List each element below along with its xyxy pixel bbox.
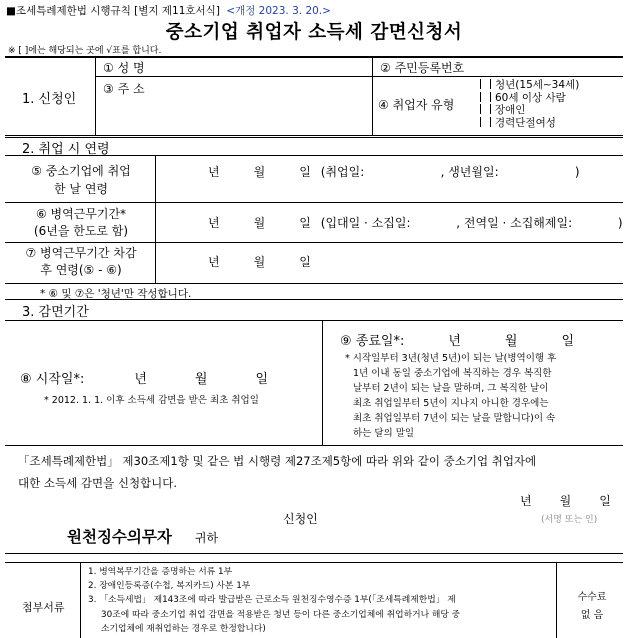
employee-type-label: ④ 취업자 유형 <box>378 98 455 112</box>
signature-hint[interactable]: (서명 또는 인) <box>541 515 598 525</box>
row6-label: ⑥ 병역근무기간* (6년을 한도로 함) <box>33 207 129 238</box>
period-section-title: 3. 감면기간 <box>22 305 89 320</box>
top-border <box>5 56 623 58</box>
start-date-note: * 2012. 1. 1. 이후 소득세 감면을 받은 최초 취업일 <box>44 395 259 406</box>
attachment-item: 2. 장애인등록증(수첩, 복지카드) 사본 1부 <box>88 581 251 592</box>
fee-label: 수수료 <box>577 592 607 603</box>
applicant-signature-label: 신청인 <box>283 512 318 526</box>
end-date-note: * 시작일부터 3년(청년 5년)이 되는 날(병역이행 후 1년 이내 동일 중소기업에 복직하는 경우 복직한 날부터 2년이 되는 날을 말하며, 그 복직한 날이 최초 취업일부터 5년이 지나지 아니한 경우에는 최초 취업일부터 7년이 되는 날을 말합니다)이 속 하는 달의 말일 <box>345 353 557 439</box>
recipient-name: 원천징수의무자 <box>67 528 172 546</box>
attachment-item: 1. 병역복무기간을 증명하는 서류 1부 <box>88 567 233 577</box>
row5-value[interactable]: 년 월 일 (취업일: , 생년월일: ) <box>208 165 580 179</box>
checkbox[interactable] <box>480 92 491 102</box>
youth-only-note: * ⑥ 및 ⑦은 '청년'만 작성합니다. <box>40 288 192 300</box>
employee-type-options <box>480 79 579 129</box>
end-date-field[interactable]: ⑨ 종료일*: 년 월 일 <box>340 334 575 349</box>
page-title: 중소기업 취업자 소득세 감면신청서 <box>165 22 463 43</box>
form-ref-text: ■조세특례제한법 시행규칙 [별지 제11호서식] <box>6 5 220 17</box>
address-field-label[interactable]: ③ 주 소 <box>103 82 145 96</box>
attachment-item: 소기업체에 재취업하는 경우로 한정합니다) <box>101 623 266 634</box>
checkbox[interactable] <box>480 117 491 127</box>
row6-value[interactable]: 년 월 일 (입대일 · 소집일: , 전역일 · 소집해제일: ) <box>208 216 623 230</box>
row5-label: ⑤ 중소기업에 취업 한 날 연령 <box>31 164 131 196</box>
row7-label: ⑦ 병역근무기간 차감 후 연령(⑤ - ⑥) <box>25 246 137 277</box>
attachment-item: 3. 「소득세법」 제143조에 따라 발급받은 근로소득 원천징수영수증 1부(「조세특례제한법」 제 <box>88 595 456 606</box>
type-option[interactable]: 청년(15세∼34세) <box>480 79 579 92</box>
type-option[interactable]: 경력단절여성 <box>480 117 579 130</box>
start-date-field[interactable]: ⑧ 시작일*: 년 월 일 <box>20 372 269 387</box>
form-reference <box>6 3 331 18</box>
declaration-line-2: 대한 소득세 감면을 신청합니다. <box>18 476 178 490</box>
type-option[interactable]: 60세 이상 사람 <box>480 92 579 105</box>
type-option[interactable]: 장애인 <box>480 104 579 117</box>
age-section-title: 2. 취업 시 연령 <box>22 142 110 157</box>
fee-value: 없 음 <box>580 610 604 621</box>
recipient-line <box>67 525 218 547</box>
declaration-line-1: 「조세특례제한법」 제30조제1항 및 같은 법 시행령 제27조제5항에 따라 위와 같이 중소기업 취업자에 <box>18 454 537 468</box>
checkbox[interactable] <box>480 104 491 114</box>
row7-value[interactable]: 년 월 일 <box>208 255 311 269</box>
declaration-date[interactable]: 년 월 일 <box>520 494 611 508</box>
rrn-field-label[interactable]: ② 주민등록번호 <box>380 61 465 75</box>
name-field-label[interactable]: ① 성 명 <box>103 61 145 75</box>
attachments-list <box>88 565 460 636</box>
attachments-label: 첨부서류 <box>22 601 65 614</box>
check-instruction: ※ [ ]에는 해당되는 곳에 √표를 합니다. <box>8 46 162 56</box>
checkbox[interactable] <box>480 79 491 89</box>
applicant-label: 1. 신청인 <box>22 92 77 107</box>
recipient-suffix: 귀하 <box>194 531 219 545</box>
attachment-item: 30조에 따라 중소기업 취업 감면을 적용받은 청년 등이 다른 중소기업체에 취업하거나 해당 중 <box>101 609 461 620</box>
revision-date: <개정 2023. 3. 20.> <box>226 5 331 17</box>
